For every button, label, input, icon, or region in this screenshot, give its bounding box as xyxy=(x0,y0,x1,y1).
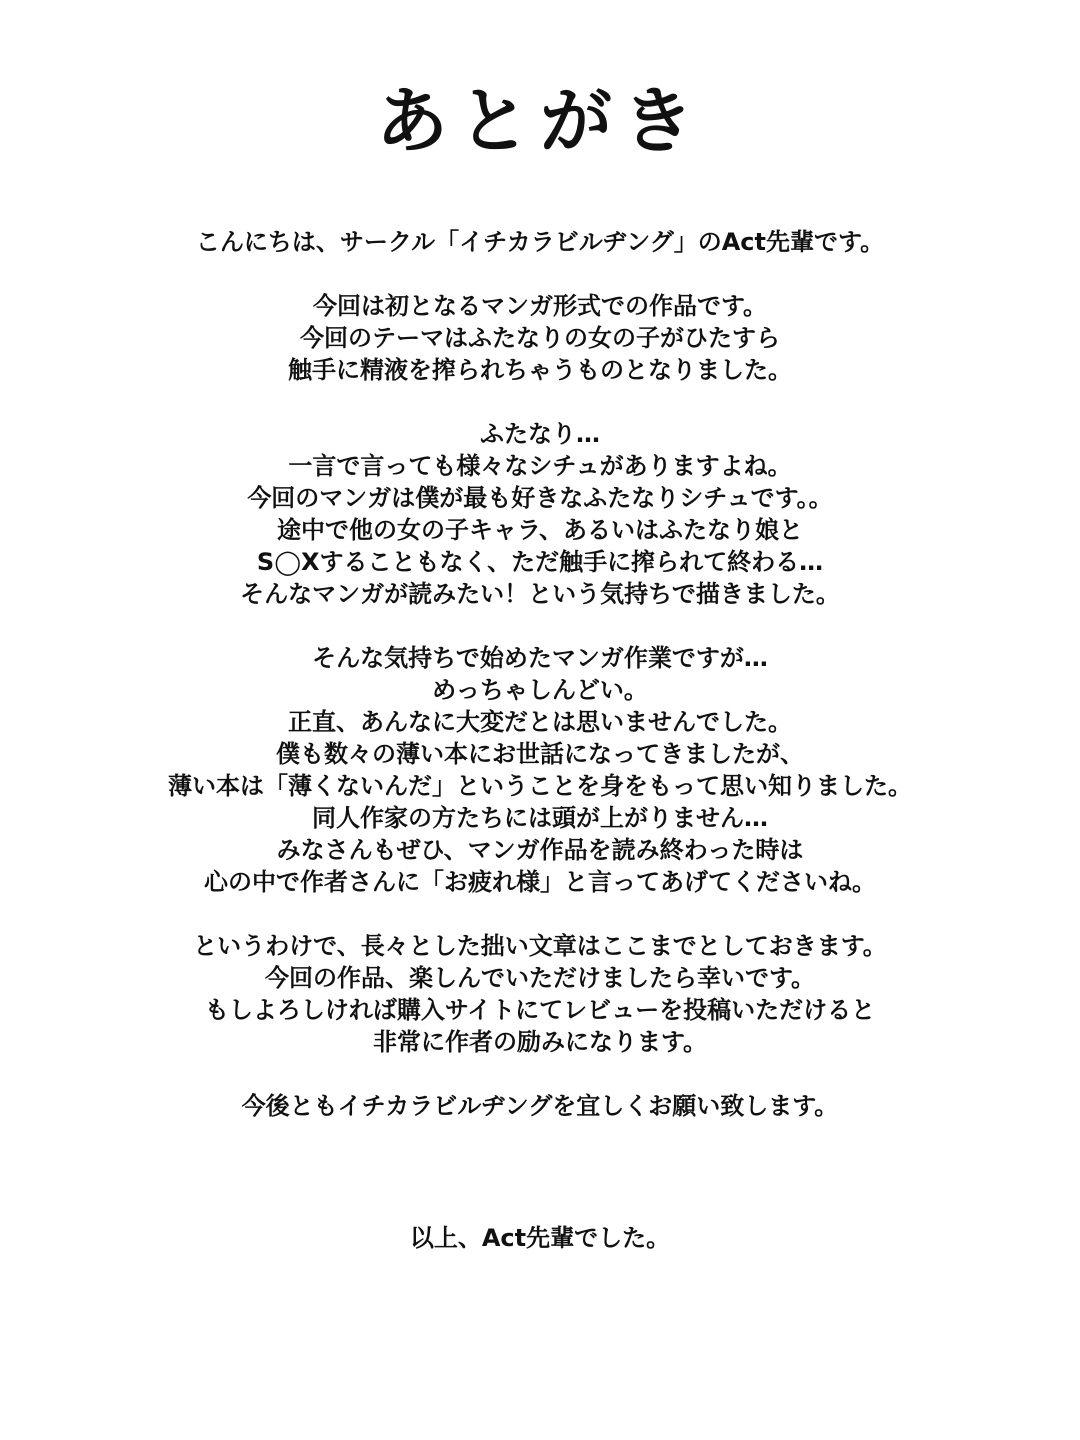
text-line: 今回のマンガは僕が最も好きなふたなりシチュです。。 xyxy=(247,484,833,512)
text-line: 正直、あんなに大変だとは思いませんでした。 xyxy=(288,708,792,736)
text-line: 触手に精液を搾られちゃうものとなりました。 xyxy=(288,356,792,384)
text-line: 僕も数々の薄い本にお世話になってきましたが、 xyxy=(276,740,804,768)
text-line: 同人作家の方たちには頭が上がりません… xyxy=(312,804,768,832)
text-line: 途中で他の女の子キャラ、あるいはふたなり娘と xyxy=(276,516,804,544)
paragraph-closing xyxy=(0,930,1080,1058)
paragraph-regards xyxy=(0,1090,1080,1122)
afterword-body xyxy=(0,226,1080,1122)
text-line: もしよろしければ購入サイトにてレビューを投稿いただけると xyxy=(204,996,876,1024)
text-line: 今後ともイチカラビルヂングを宜しくお願い致します。 xyxy=(241,1092,839,1120)
text-line: S◯Xすることもなく、ただ触手に搾られて終わる… xyxy=(256,548,824,576)
text-line: そんなマンガが読みたい！という気持ちで描きました。 xyxy=(240,580,840,608)
text-line: 今回の作品、楽しんでいただけましたら幸いです。 xyxy=(264,964,816,992)
text-line: 今回は初となるマンガ形式での作品です。 xyxy=(312,292,768,320)
paragraph-process xyxy=(0,642,1080,898)
text-line: 心の中で作者さんに「お疲れ様」と言ってあげてくださいね。 xyxy=(204,868,876,896)
text-line: 非常に作者の励みになります。 xyxy=(372,1028,708,1056)
signoff: 以上、Act先輩でした。 xyxy=(409,1224,671,1252)
paragraph-theme xyxy=(0,418,1080,610)
text-line: こんにちは、サークル「イチカラビルヂング」のAct先輩です。 xyxy=(195,228,885,256)
paragraph-greeting xyxy=(0,226,1080,258)
paragraph-intro xyxy=(0,290,1080,386)
text-line: みなさんもぜひ、マンガ作品を読み終わった時は xyxy=(276,836,804,864)
text-line: ふたなり… xyxy=(480,420,600,448)
text-line: そんな気持ちで始めたマンガ作業ですが… xyxy=(312,644,768,672)
text-line: めっちゃしんどい。 xyxy=(432,676,648,704)
text-line: 薄い本は「薄くないんだ」ということを身をもって思い知りました。 xyxy=(168,772,912,800)
text-line: 一言で言っても様々なシチュがありますよね。 xyxy=(288,452,792,480)
text-line: というわけで、長々とした拙い文章はここまでとしておきます。 xyxy=(193,932,887,960)
page-title: あとがき xyxy=(375,78,704,163)
text-line: 今回のテーマはふたなりの女の子がひたすら xyxy=(300,324,780,352)
